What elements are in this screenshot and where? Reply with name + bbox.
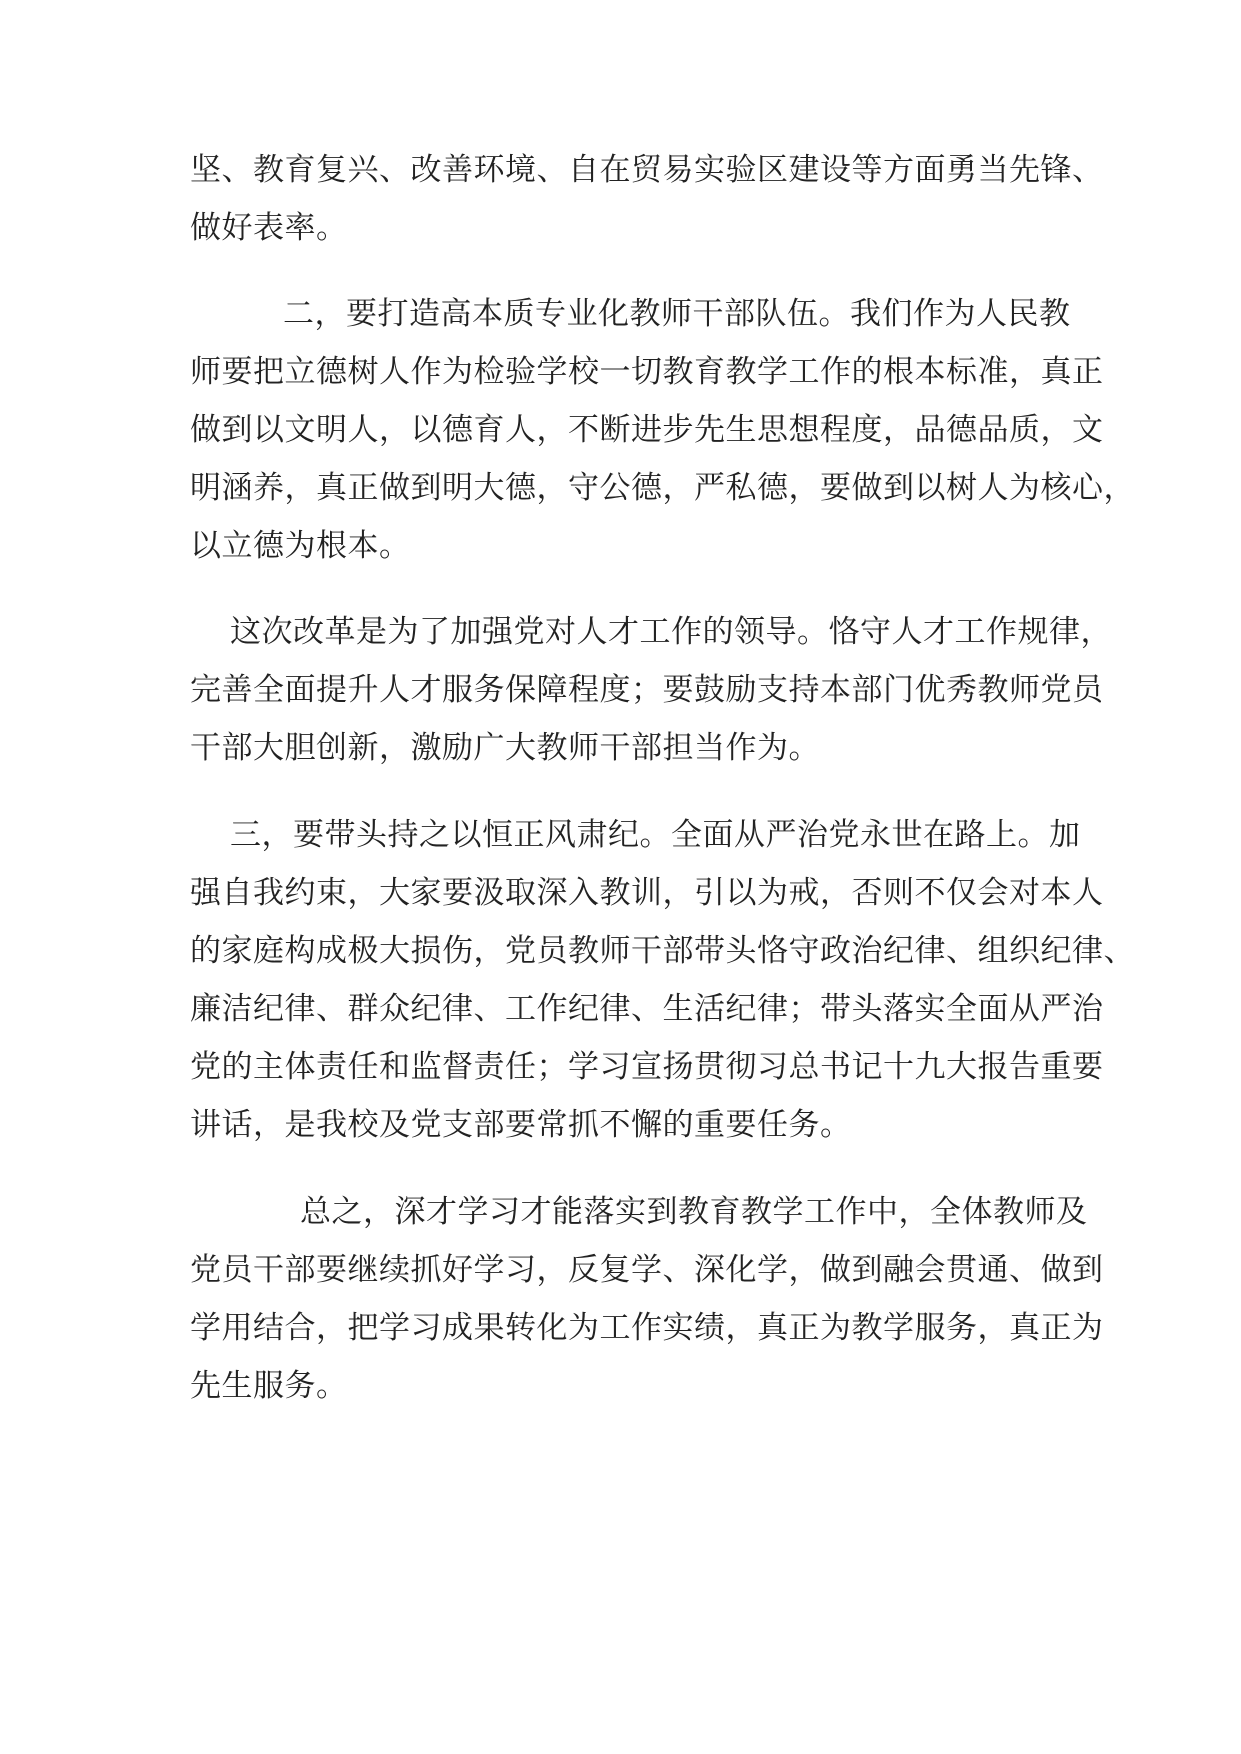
text-line: 总之，深才学习才能落实到教育教学工作中，全体教师及 [300, 1194, 1088, 1230]
text-line: 三，要带头持之以恒正风肃纪。全面从严治党永世在路上。加 [230, 817, 1081, 853]
text-line: 明涵养，真正做到明大德，守公德，严私德，要做到以树人为核心， [190, 470, 1135, 506]
text-line: 的家庭构成极大损伤，党员教师干部带头恪守政治纪律、组织纪律、 [190, 933, 1135, 969]
text-line: 二，要打造高本质专业化教师干部队伍。我们作为人民教 [283, 296, 1071, 332]
text-line: 先生服务。 [190, 1368, 348, 1404]
text-line: 这次改革是为了加强党对人才工作的领导。恪守人才工作规律， [230, 614, 1112, 650]
text-line: 学用结合，把学习成果转化为工作实绩，真正为教学服务，真正为 [190, 1310, 1104, 1346]
text-line: 讲话，是我校及党支部要常抓不懈的重要任务。 [190, 1107, 852, 1143]
text-line: 完善全面提升人才服务保障程度；要鼓励支持本部门优秀教师党员 [190, 672, 1104, 708]
text-line: 做到以文明人，以德育人，不断进步先生思想程度，品德品质，文 [190, 412, 1104, 448]
text-line: 党员干部要继续抓好学习，反复学、深化学，做到融会贯通、做到 [190, 1252, 1104, 1288]
text-line: 干部大胆创新，激励广大教师干部担当作为。 [190, 730, 820, 766]
text-line: 做好表率。 [190, 210, 348, 246]
text-line: 党的主体责任和监督责任；学习宣扬贯彻习总书记十九大报告重要 [190, 1049, 1104, 1085]
text-line: 强自我约束，大家要汲取深入教训，引以为戒，否则不仅会对本人 [190, 875, 1104, 911]
text-line: 坚、教育复兴、改善环境、自在贸易实验区建设等方面勇当先锋、 [190, 152, 1104, 188]
text-line: 廉洁纪律、群众纪律、工作纪律、生活纪律；带头落实全面从严治 [190, 991, 1104, 1027]
text-line: 师要把立德树人作为检验学校一切教育教学工作的根本标准，真正 [190, 354, 1104, 390]
text-line: 以立德为根本。 [190, 528, 411, 564]
